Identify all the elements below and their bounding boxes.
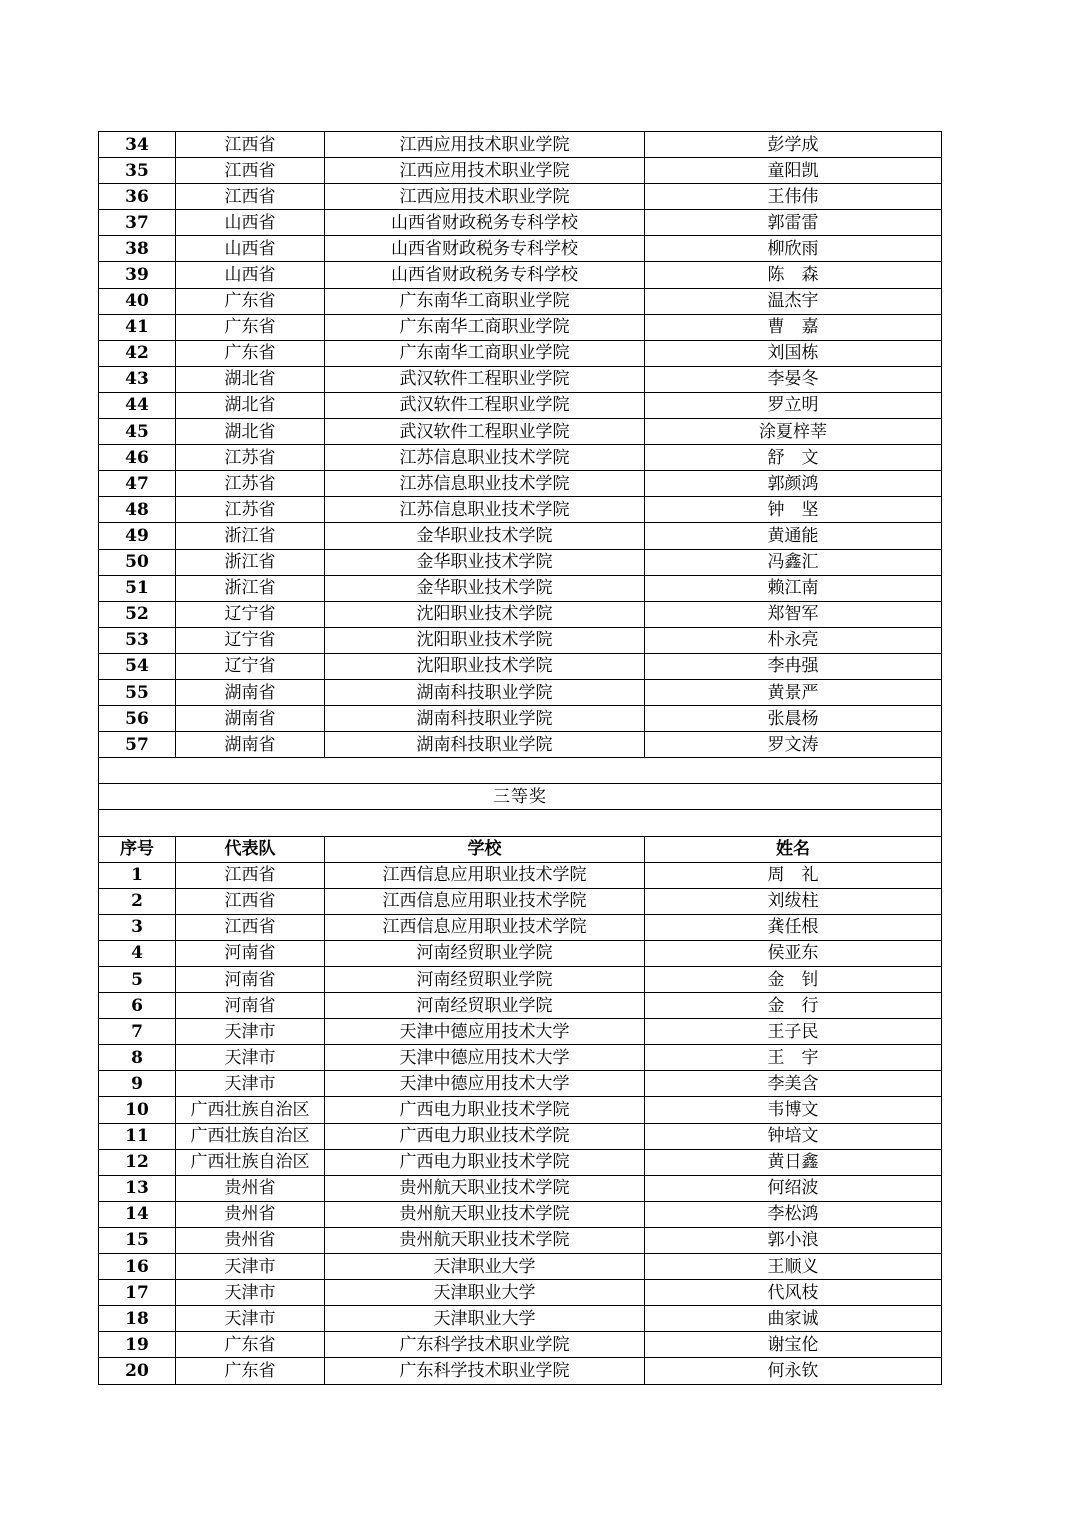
cell-school: 天津职业大学	[325, 1306, 645, 1332]
cell-team: 贵州省	[176, 1227, 325, 1253]
table-row	[99, 1019, 942, 1045]
cell-school: 天津中德应用技术大学	[325, 1019, 645, 1045]
cell-school: 山西省财政税务专科学校	[325, 236, 645, 262]
cell-name: 张晨杨	[645, 706, 942, 732]
table-row	[99, 732, 942, 758]
cell-school: 金华职业技术学院	[325, 549, 645, 575]
cell-name: 王伟伟	[645, 184, 942, 210]
cell-no: 16	[99, 1254, 176, 1280]
cell-team: 广西壮族自治区	[176, 1097, 325, 1123]
cell-name: 曹 嘉	[645, 314, 942, 340]
cell-name: 李冉强	[645, 653, 942, 679]
cell-team: 广东省	[176, 288, 325, 314]
table-row	[99, 445, 942, 471]
cell-school: 广东科学技术职业学院	[325, 1358, 645, 1384]
cell-school: 河南经贸职业学院	[325, 993, 645, 1019]
cell-team: 贵州省	[176, 1201, 325, 1227]
cell-name: 韦博文	[645, 1097, 942, 1123]
cell-name: 舒 文	[645, 445, 942, 471]
cell-school: 金华职业技术学院	[325, 523, 645, 549]
cell-team: 广西壮族自治区	[176, 1149, 325, 1175]
table-row	[99, 1280, 942, 1306]
cell-no: 4	[99, 940, 176, 966]
table-row	[99, 1358, 942, 1384]
cell-no: 37	[99, 210, 176, 236]
cell-no: 52	[99, 601, 176, 627]
cell-school: 江苏信息职业技术学院	[325, 497, 645, 523]
cell-school: 武汉软件工程职业学院	[325, 392, 645, 418]
cell-name: 郭颜鸿	[645, 471, 942, 497]
cell-school: 贵州航天职业技术学院	[325, 1227, 645, 1253]
cell-name: 侯亚东	[645, 940, 942, 966]
cell-name: 赖江南	[645, 575, 942, 601]
table-row	[99, 158, 942, 184]
cell-school: 江西信息应用职业技术学院	[325, 914, 645, 940]
table-row	[99, 549, 942, 575]
cell-school: 天津职业大学	[325, 1254, 645, 1280]
cell-school: 广西电力职业技术学院	[325, 1097, 645, 1123]
table-row	[99, 1332, 942, 1358]
cell-no: 50	[99, 549, 176, 575]
table-row	[99, 523, 942, 549]
cell-school: 江苏信息职业技术学院	[325, 471, 645, 497]
cell-name: 黄通能	[645, 523, 942, 549]
cell-team: 河南省	[176, 967, 325, 993]
table-row	[99, 184, 942, 210]
cell-no: 42	[99, 340, 176, 366]
cell-school: 天津职业大学	[325, 1280, 645, 1306]
cell-name: 王顺义	[645, 1254, 942, 1280]
table-row	[99, 419, 942, 445]
section-title-row	[99, 784, 942, 810]
cell-team: 山西省	[176, 210, 325, 236]
cell-team: 江苏省	[176, 497, 325, 523]
cell-name: 罗文涛	[645, 732, 942, 758]
cell-no: 48	[99, 497, 176, 523]
cell-team: 天津市	[176, 1306, 325, 1332]
table-row	[99, 1149, 942, 1175]
cell-name: 朴永亮	[645, 627, 942, 653]
cell-no: 57	[99, 732, 176, 758]
section-title: 三等奖	[99, 784, 942, 810]
cell-team: 江苏省	[176, 445, 325, 471]
cell-team: 广东省	[176, 1332, 325, 1358]
cell-name: 何永钦	[645, 1358, 942, 1384]
cell-team: 天津市	[176, 1071, 325, 1097]
cell-school: 河南经贸职业学院	[325, 940, 645, 966]
cell-school: 广西电力职业技术学院	[325, 1123, 645, 1149]
cell-name: 金 行	[645, 993, 942, 1019]
cell-team: 天津市	[176, 1019, 325, 1045]
cell-no: 54	[99, 653, 176, 679]
table-row	[99, 706, 942, 732]
cell-no: 51	[99, 575, 176, 601]
cell-name: 郭小浪	[645, 1227, 942, 1253]
cell-school: 江西应用技术职业学院	[325, 184, 645, 210]
table-header-row	[99, 836, 942, 862]
cell-team: 辽宁省	[176, 627, 325, 653]
cell-name: 郭雷雷	[645, 210, 942, 236]
cell-no: 39	[99, 262, 176, 288]
table-row	[99, 1045, 942, 1071]
awards-table	[98, 131, 942, 1385]
cell-no: 56	[99, 706, 176, 732]
cell-name: 罗立明	[645, 392, 942, 418]
cell-team: 湖北省	[176, 392, 325, 418]
cell-name: 龚任根	[645, 914, 942, 940]
cell-team: 湖北省	[176, 366, 325, 392]
cell-name: 代风枝	[645, 1280, 942, 1306]
table-row	[99, 888, 942, 914]
cell-no: 34	[99, 132, 176, 158]
cell-team: 山西省	[176, 262, 325, 288]
table-row	[99, 1123, 942, 1149]
cell-name: 郑智军	[645, 601, 942, 627]
table-row	[99, 679, 942, 705]
cell-no: 53	[99, 627, 176, 653]
cell-team: 辽宁省	[176, 653, 325, 679]
cell-no: 6	[99, 993, 176, 1019]
cell-no: 10	[99, 1097, 176, 1123]
cell-name: 童阳凯	[645, 158, 942, 184]
cell-team: 江苏省	[176, 471, 325, 497]
cell-team: 湖南省	[176, 732, 325, 758]
cell-school: 天津中德应用技术大学	[325, 1045, 645, 1071]
cell-no: 38	[99, 236, 176, 262]
cell-name: 温杰宇	[645, 288, 942, 314]
cell-school: 贵州航天职业技术学院	[325, 1175, 645, 1201]
cell-name: 刘国栋	[645, 340, 942, 366]
cell-school: 广东南华工商职业学院	[325, 340, 645, 366]
cell-no: 43	[99, 366, 176, 392]
cell-no: 15	[99, 1227, 176, 1253]
cell-no: 18	[99, 1306, 176, 1332]
cell-team: 江西省	[176, 184, 325, 210]
table-row	[99, 1227, 942, 1253]
cell-no: 45	[99, 419, 176, 445]
cell-name: 李松鸿	[645, 1201, 942, 1227]
cell-school: 湖南科技职业学院	[325, 706, 645, 732]
cell-no: 1	[99, 862, 176, 888]
cell-team: 江西省	[176, 888, 325, 914]
table-row	[99, 653, 942, 679]
table-row	[99, 340, 942, 366]
cell-name: 黄景严	[645, 679, 942, 705]
cell-team: 天津市	[176, 1254, 325, 1280]
cell-no: 13	[99, 1175, 176, 1201]
cell-name: 柳欣雨	[645, 236, 942, 262]
cell-school: 天津中德应用技术大学	[325, 1071, 645, 1097]
cell-school: 金华职业技术学院	[325, 575, 645, 601]
cell-no: 47	[99, 471, 176, 497]
cell-name: 刘绂柱	[645, 888, 942, 914]
cell-school: 江西应用技术职业学院	[325, 132, 645, 158]
cell-name: 彭学成	[645, 132, 942, 158]
cell-no: 46	[99, 445, 176, 471]
cell-school: 江西信息应用职业技术学院	[325, 888, 645, 914]
table-row	[99, 862, 942, 888]
cell-school: 武汉软件工程职业学院	[325, 419, 645, 445]
table-row	[99, 471, 942, 497]
cell-school: 广东南华工商职业学院	[325, 288, 645, 314]
table-row	[99, 1254, 942, 1280]
cell-name: 冯鑫汇	[645, 549, 942, 575]
cell-school: 山西省财政税务专科学校	[325, 210, 645, 236]
table-row	[99, 1306, 942, 1332]
cell-team: 江西省	[176, 914, 325, 940]
cell-no: 7	[99, 1019, 176, 1045]
table-row	[99, 967, 942, 993]
cell-school: 沈阳职业技术学院	[325, 653, 645, 679]
cell-no: 20	[99, 1358, 176, 1384]
cell-no: 8	[99, 1045, 176, 1071]
table-row	[99, 392, 942, 418]
cell-team: 浙江省	[176, 549, 325, 575]
cell-no: 40	[99, 288, 176, 314]
cell-school: 广西电力职业技术学院	[325, 1149, 645, 1175]
cell-school: 江西信息应用职业技术学院	[325, 862, 645, 888]
cell-no: 11	[99, 1123, 176, 1149]
cell-name: 曲家诚	[645, 1306, 942, 1332]
cell-name: 王 宇	[645, 1045, 942, 1071]
cell-no: 12	[99, 1149, 176, 1175]
cell-name: 王子民	[645, 1019, 942, 1045]
cell-team: 河南省	[176, 993, 325, 1019]
cell-school: 江西应用技术职业学院	[325, 158, 645, 184]
cell-team: 湖南省	[176, 706, 325, 732]
table-row	[99, 627, 942, 653]
cell-name: 何绍波	[645, 1175, 942, 1201]
second-prize-rows	[99, 132, 942, 758]
cell-team: 湖南省	[176, 679, 325, 705]
cell-team: 贵州省	[176, 1175, 325, 1201]
cell-team: 天津市	[176, 1045, 325, 1071]
cell-team: 江西省	[176, 158, 325, 184]
cell-school: 山西省财政税务专科学校	[325, 262, 645, 288]
cell-no: 36	[99, 184, 176, 210]
cell-team: 江西省	[176, 862, 325, 888]
cell-no: 55	[99, 679, 176, 705]
cell-school: 江苏信息职业技术学院	[325, 445, 645, 471]
cell-school: 贵州航天职业技术学院	[325, 1201, 645, 1227]
cell-team: 河南省	[176, 940, 325, 966]
third-prize-rows	[99, 862, 942, 1384]
table-row	[99, 993, 942, 1019]
cell-school: 广东南华工商职业学院	[325, 314, 645, 340]
table-row	[99, 1175, 942, 1201]
table-row	[99, 236, 942, 262]
table-row	[99, 1201, 942, 1227]
cell-team: 广西壮族自治区	[176, 1123, 325, 1149]
header-no: 序号	[99, 836, 176, 862]
cell-school: 湖南科技职业学院	[325, 679, 645, 705]
cell-team: 广东省	[176, 1358, 325, 1384]
cell-school: 武汉软件工程职业学院	[325, 366, 645, 392]
table-row	[99, 940, 942, 966]
cell-name: 周 礼	[645, 862, 942, 888]
table-row	[99, 210, 942, 236]
cell-no: 44	[99, 392, 176, 418]
table-row	[99, 1071, 942, 1097]
table-row	[99, 288, 942, 314]
cell-name: 涂夏梓莘	[645, 419, 942, 445]
cell-name: 黄日鑫	[645, 1149, 942, 1175]
header-team: 代表队	[176, 836, 325, 862]
cell-no: 5	[99, 967, 176, 993]
cell-team: 山西省	[176, 236, 325, 262]
table-row	[99, 366, 942, 392]
cell-school: 河南经贸职业学院	[325, 967, 645, 993]
blank-row	[99, 810, 942, 836]
cell-no: 14	[99, 1201, 176, 1227]
cell-no: 2	[99, 888, 176, 914]
cell-no: 17	[99, 1280, 176, 1306]
cell-team: 天津市	[176, 1280, 325, 1306]
cell-team: 浙江省	[176, 575, 325, 601]
cell-name: 钟 坚	[645, 497, 942, 523]
cell-name: 李美含	[645, 1071, 942, 1097]
table-row	[99, 314, 942, 340]
cell-name: 陈 森	[645, 262, 942, 288]
cell-no: 41	[99, 314, 176, 340]
cell-no: 3	[99, 914, 176, 940]
third-prize-section	[99, 758, 942, 862]
cell-no: 35	[99, 158, 176, 184]
cell-name: 金 钊	[645, 967, 942, 993]
table-row	[99, 262, 942, 288]
cell-team: 江西省	[176, 132, 325, 158]
cell-school: 沈阳职业技术学院	[325, 627, 645, 653]
cell-school: 广东科学技术职业学院	[325, 1332, 645, 1358]
cell-name: 钟培文	[645, 1123, 942, 1149]
cell-team: 广东省	[176, 340, 325, 366]
table-row	[99, 1097, 942, 1123]
cell-school: 湖南科技职业学院	[325, 732, 645, 758]
cell-team: 浙江省	[176, 523, 325, 549]
cell-name: 谢宝伦	[645, 1332, 942, 1358]
table-row	[99, 497, 942, 523]
header-school: 学校	[325, 836, 645, 862]
cell-school: 沈阳职业技术学院	[325, 601, 645, 627]
cell-no: 19	[99, 1332, 176, 1358]
header-name: 姓名	[645, 836, 942, 862]
cell-team: 湖北省	[176, 419, 325, 445]
table-row	[99, 914, 942, 940]
blank-row	[99, 758, 942, 784]
table-row	[99, 575, 942, 601]
cell-team: 辽宁省	[176, 601, 325, 627]
cell-no: 49	[99, 523, 176, 549]
cell-team: 广东省	[176, 314, 325, 340]
cell-no: 9	[99, 1071, 176, 1097]
table-row	[99, 132, 942, 158]
cell-name: 李晏冬	[645, 366, 942, 392]
table-row	[99, 601, 942, 627]
